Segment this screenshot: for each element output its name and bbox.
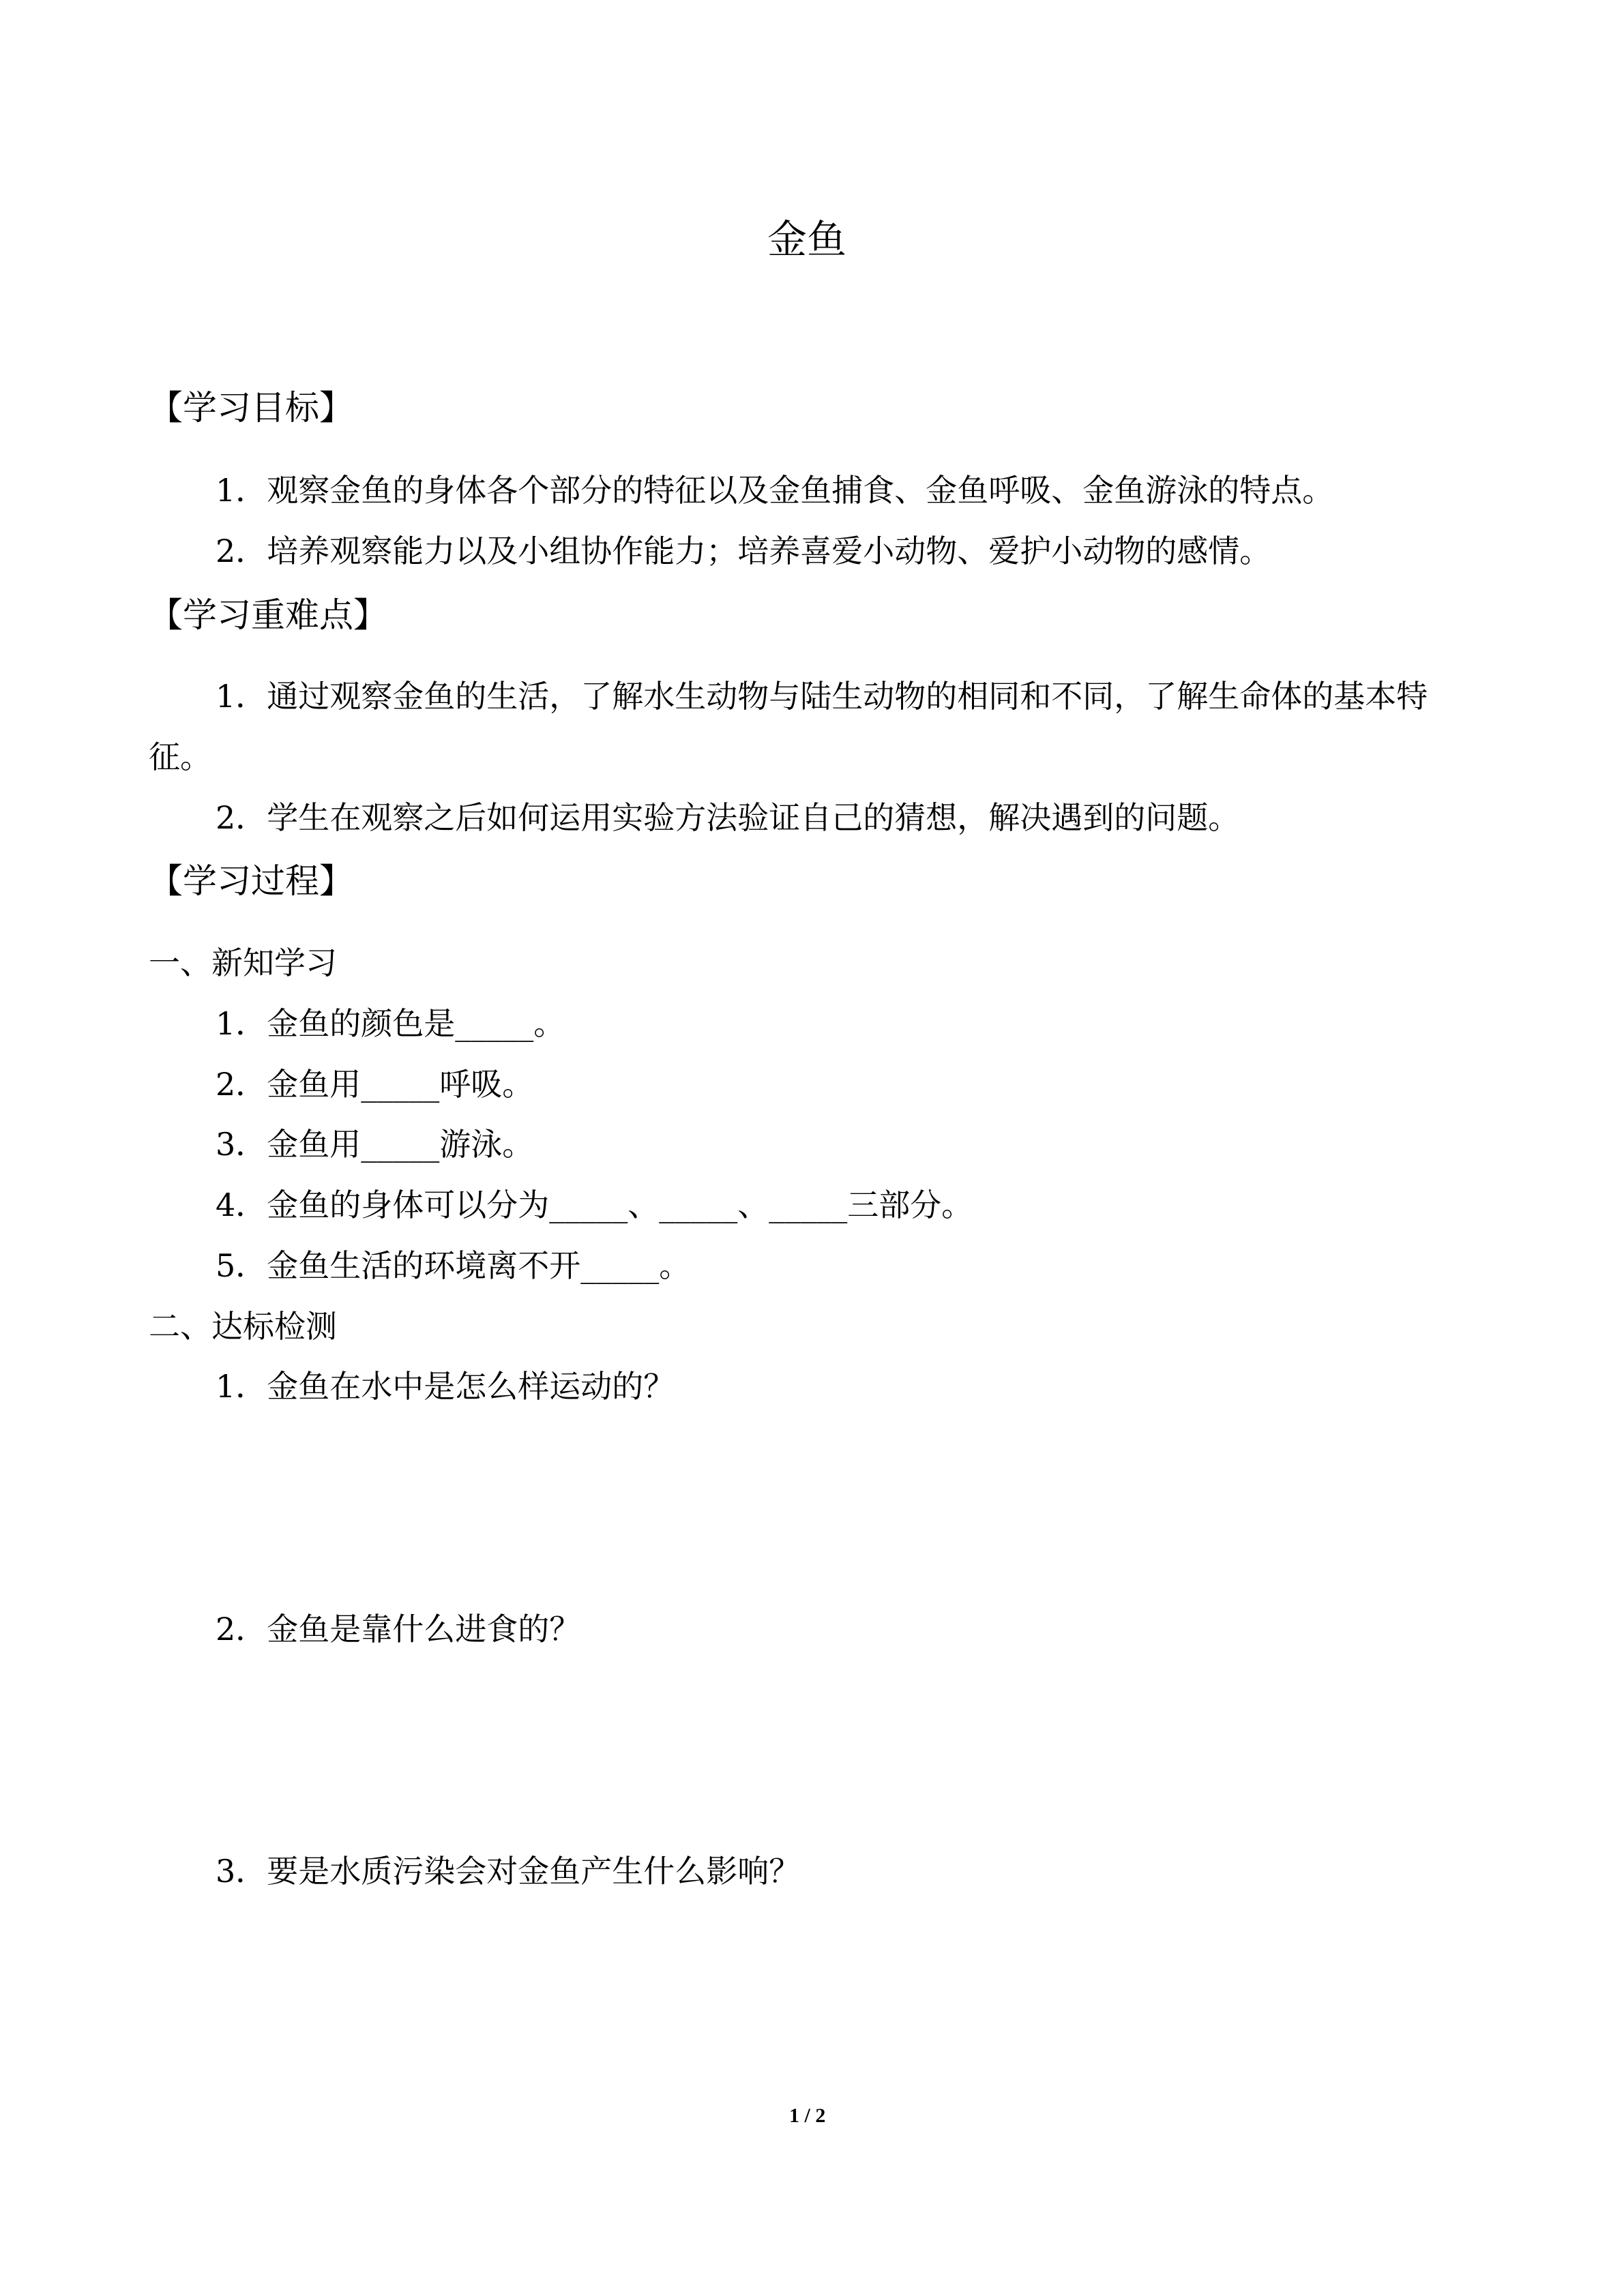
part-label: 一、新知学习 <box>149 944 337 981</box>
question-item: 1．金鱼在水中是怎么样运动的？ <box>216 1368 675 1405</box>
section-heading-key-points: 【学习重难点】 <box>149 595 387 635</box>
key-point-item: 2．学生在观察之后如何运用实验方法验证自己的猜想，解决遇到的问题。 <box>216 799 1240 836</box>
fill-blank-item: 2．金鱼用_____呼吸。 <box>216 1066 534 1103</box>
objective-item: 2．培养观察能力以及小组协作能力；培养喜爱小动物、爱护小动物的感情。 <box>216 533 1271 569</box>
page-number: 1 / 2 <box>789 2104 826 2127</box>
question-item: 3．要是水质污染会对金鱼产生什么影响？ <box>216 1853 801 1890</box>
question-item: 2．金鱼是靠什么进食的？ <box>216 1611 581 1648</box>
objective-item: 1．观察金鱼的身体各个部分的特征以及金鱼捕食、金鱼呼吸、金鱼游泳的特点。 <box>216 472 1334 509</box>
page-title: 金鱼 <box>767 216 847 263</box>
fill-blank-item: 5．金鱼生活的环境离不开_____。 <box>216 1247 691 1284</box>
fill-blank-item: 1．金鱼的颜色是_____。 <box>216 1005 565 1042</box>
fill-blank-item: 3．金鱼用_____游泳。 <box>216 1126 534 1163</box>
section-heading-objectives: 【学习目标】 <box>149 388 353 428</box>
key-point-item-continuation: 征。 <box>149 739 211 775</box>
key-point-item: 1．通过观察金鱼的生活，了解水生动物与陆生动物的相同和不同，了解生命体的基本特 <box>216 678 1428 715</box>
part-label: 二、达标检测 <box>149 1308 337 1345</box>
section-heading-process: 【学习过程】 <box>149 861 353 901</box>
fill-blank-item: 4．金鱼的身体可以分为_____、_____、_____三部分。 <box>216 1187 973 1223</box>
